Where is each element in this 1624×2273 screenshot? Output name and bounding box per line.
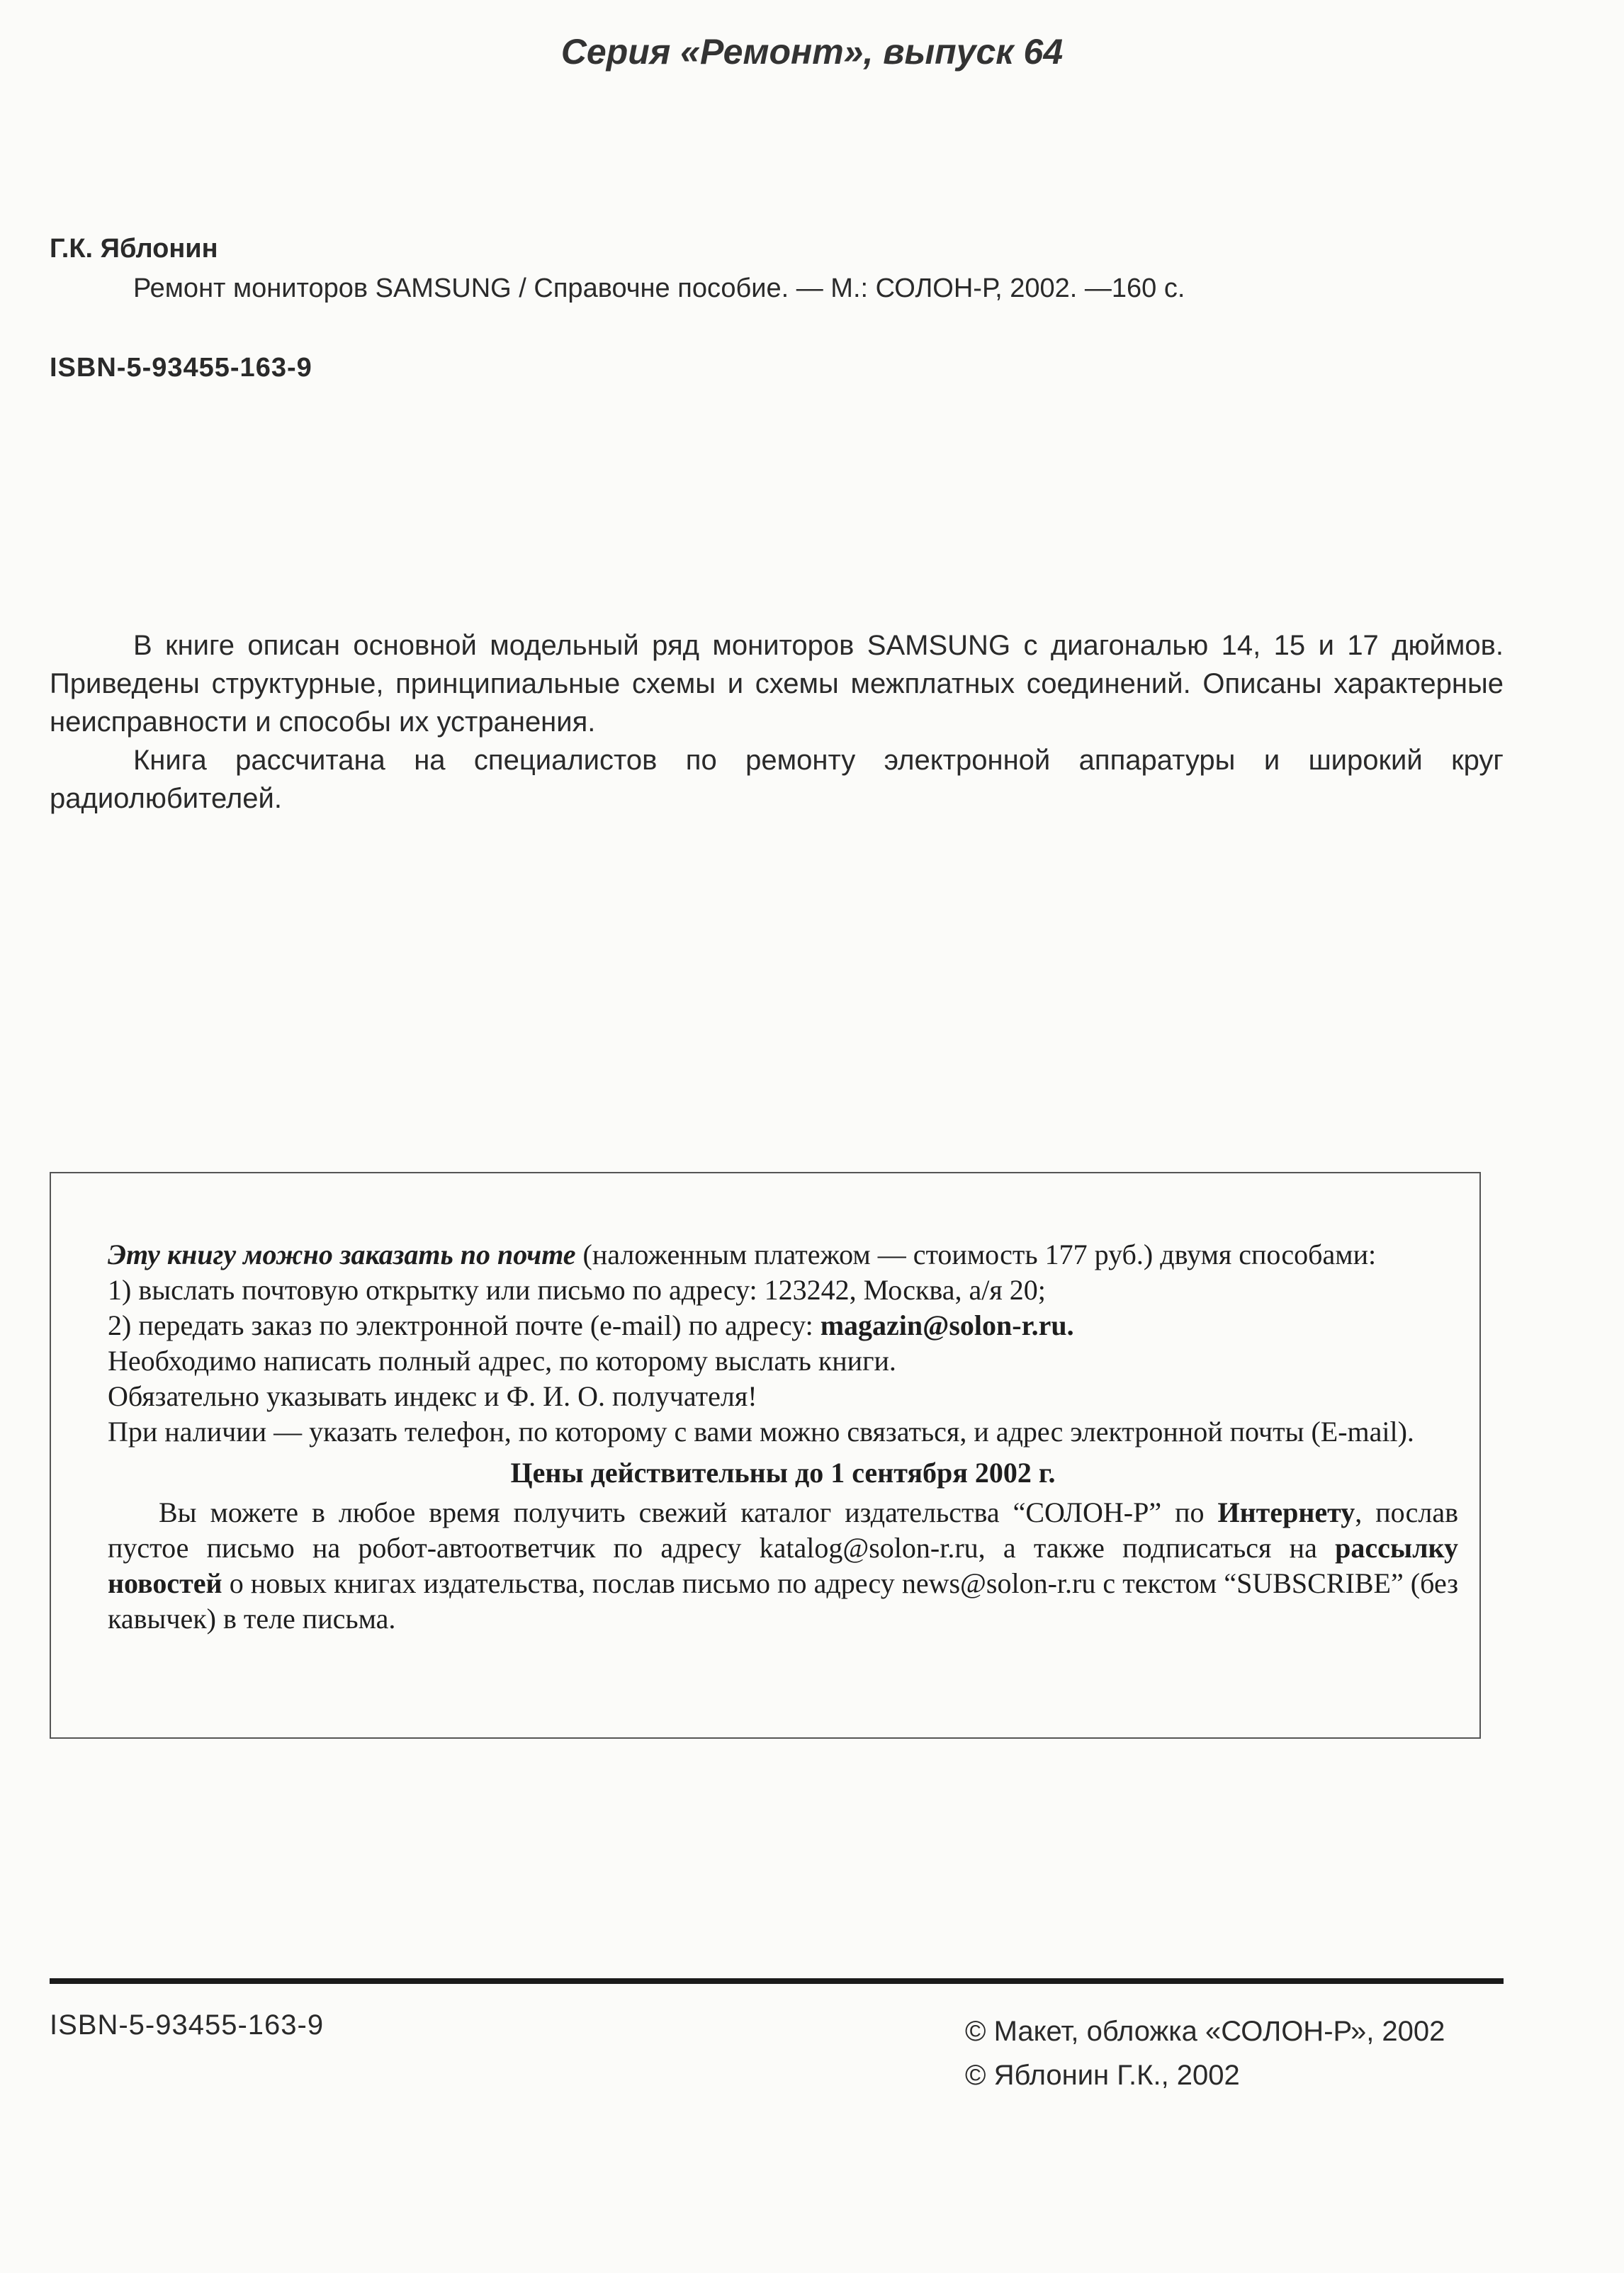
copyright-layout: © Макет, обложка «СОЛОН-Р», 2002 xyxy=(965,2016,1445,2047)
order-method-1: 1) выслать почтовую открытку или письмо по адресу: 123242, Москва, а/я 20; xyxy=(108,1274,1046,1306)
order-note-phone: При наличии — указать телефон, по которому с вами можно связаться, и адрес электронной почты (E-mail). xyxy=(108,1416,1414,1448)
order-intro-rest: (наложенным платежом — стоимость 177 руб.) двумя способами: xyxy=(575,1239,1377,1270)
bibliographic-description: Ремонт мониторов SAMSUNG / Справочне пособие. — М.: СОЛОН-Р, 2002. —160 с. xyxy=(133,273,1185,303)
author-name: Г.К. Яблонин xyxy=(50,234,218,264)
footer-rule xyxy=(50,1978,1504,1984)
order-intro-emphasis: Эту книгу можно заказать по почте xyxy=(108,1239,576,1270)
series-title: Серия «Ремонт», выпуск 64 xyxy=(560,32,1064,72)
isbn-header: ISBN-5-93455-163-9 xyxy=(50,353,312,383)
catalog-text-3: о новых книгах издательства, послав письмо по адресу news@solon-r.ru с текстом “SUBSCRIBE” (без кавычек) в теле письма. xyxy=(108,1567,1458,1635)
order-intro xyxy=(108,1237,1458,1273)
catalog-text-2: , послав пустое письмо на робот-автоответчик по адресу katalog@solon-r.ru, а также подписаться на xyxy=(108,1496,1458,1564)
order-note-index: Обязательно указывать индекс и Ф. И. О. получателя! xyxy=(108,1380,757,1412)
order-email: magazin@solon-r.ru. xyxy=(820,1309,1074,1341)
order-method-2-text: 2) передать заказ по электронной почте (e-mail) по адресу: xyxy=(108,1309,821,1341)
annotation xyxy=(50,626,1504,818)
prices-valid-notice: Цены действительны до 1 сентября 2002 г. xyxy=(510,1457,1056,1489)
catalog-newsletter: рассылку новостей xyxy=(108,1532,1458,1599)
catalog-paragraph xyxy=(108,1495,1458,1637)
catalog-internet: Интернету xyxy=(1217,1496,1355,1528)
order-method-2 xyxy=(108,1308,1458,1343)
copyright-author: © Яблонин Г.К., 2002 xyxy=(965,2060,1240,2091)
annotation-paragraph-1: В книге описан основной модельный ряд мониторов SAMSUNG с диагональю 14, 15 и 17 дюймов. Приведены структурные, принципиальные схемы и схемы межплатных соединений. Описаны характерные неисправности и способы их устранения. xyxy=(50,630,1504,738)
catalog-text-1: Вы можете в любое время получить свежий каталог издательства “СОЛОН-Р” по xyxy=(159,1496,1218,1528)
isbn-footer: ISBN-5-93455-163-9 xyxy=(50,2009,325,2041)
order-note-address: Необходимо написать полный адрес, по которому выслать книги. xyxy=(108,1345,896,1377)
copyright-block xyxy=(965,2009,1445,2097)
order-info-box xyxy=(50,1172,1481,1739)
annotation-paragraph-2: Книга рассчитана на специалистов по ремонту электронной аппаратуры и широкий круг радиолюбителей. xyxy=(50,745,1504,814)
